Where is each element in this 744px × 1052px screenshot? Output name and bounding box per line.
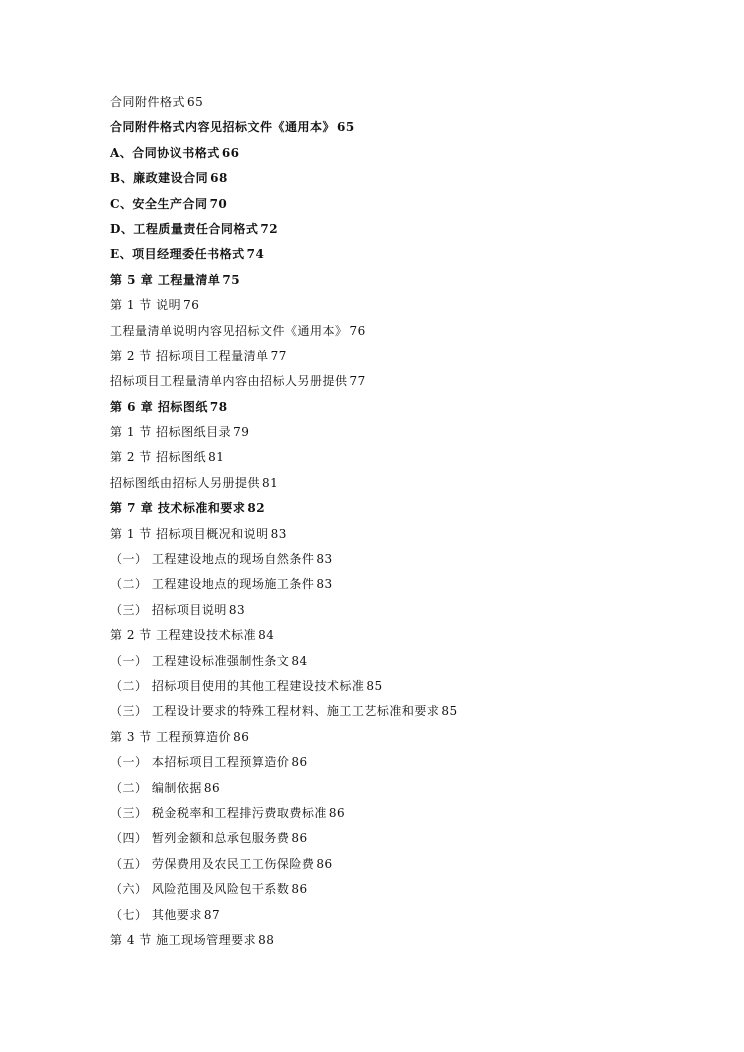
toc-entry-page-number: 82: [247, 501, 266, 516]
toc-entry-title: （三） 招标项目说明: [110, 602, 227, 617]
toc-entry[interactable]: [110, 473, 710, 498]
toc-entry-title: 第 2 节 招标项目工程量清单: [110, 348, 269, 363]
toc-entry[interactable]: [110, 447, 710, 472]
toc-entry-title: 合同附件格式内容见招标文件《通用本》: [110, 120, 336, 135]
toc-entry[interactable]: [110, 879, 710, 904]
toc-entry[interactable]: [110, 803, 710, 828]
toc-entry-title: （二） 编制依据: [110, 780, 202, 795]
toc-entry-title: 合同附件格式: [110, 95, 186, 109]
toc-entry-page-number: 86: [291, 882, 308, 897]
toc-entry-title: 第 2 节 招标图纸: [110, 450, 207, 465]
toc-entry-title: 招标项目工程量清单内容由招标人另册提供: [110, 374, 348, 389]
toc-entry-page-number: 84: [291, 653, 308, 668]
toc-entry-page-number: 77: [270, 348, 287, 363]
toc-entry-title: 第 4 节 施工现场管理要求: [110, 932, 257, 947]
toc-entry[interactable]: [110, 219, 710, 244]
toc-entry-page-number: 86: [233, 729, 250, 744]
toc-entry-page-number: 84: [258, 628, 275, 643]
toc-entry-title: 第 2 节 工程建设技术标准: [110, 628, 257, 643]
toc-entry[interactable]: [110, 143, 710, 168]
toc-entry-page-number: 76: [183, 298, 200, 313]
toc-entry-page-number: 68: [210, 171, 228, 186]
toc-entry-page-number: 83: [270, 526, 287, 541]
toc-entry[interactable]: [110, 524, 710, 549]
toc-entry[interactable]: [110, 828, 710, 853]
toc-entry[interactable]: [110, 930, 710, 955]
toc-entry-title: （七） 其他要求: [110, 907, 202, 922]
toc-entry-page-number: 86: [291, 831, 308, 846]
toc-entry-title: （五） 劳保费用及农民工工伤保险费: [110, 856, 315, 871]
toc-entry-title: （三） 工程设计要求的特殊工程材料、施工工艺标准和要求: [110, 704, 440, 719]
toc-entry-title: E、项目经理委任书格式: [110, 247, 245, 262]
toc-entry-page-number: 83: [228, 602, 246, 617]
toc-entry-title: （三） 税金税率和工程排污费取费标准: [110, 805, 327, 820]
toc-entry[interactable]: [110, 397, 710, 422]
toc-entry[interactable]: [110, 194, 710, 219]
toc-entry[interactable]: [110, 371, 710, 396]
toc-entry-title: 第 1 节 招标图纸目录: [110, 425, 232, 440]
toc-entry-page-number: 65: [337, 120, 355, 135]
toc-entry-page-number: 72: [260, 221, 279, 236]
toc-entry-title: （四） 暂列金额和总承包服务费: [110, 831, 290, 846]
toc-entry-page-number: 83: [316, 577, 333, 592]
toc-entry-title: 第 6 章 招标图纸: [110, 399, 208, 414]
toc-entry-page-number: 85: [366, 678, 383, 693]
toc-entry-page-number: 77: [349, 374, 366, 389]
toc-entry-page-number: 76: [349, 323, 366, 338]
toc-entry-page-number: 65: [187, 95, 204, 109]
toc-entry-page-number: 81: [262, 475, 279, 490]
toc-entry-title: 第 5 章 工程量清单: [110, 272, 221, 287]
toc-entry[interactable]: [110, 422, 710, 447]
toc-entry-page-number: 74: [246, 247, 265, 262]
toc-entry-page-number: 66: [221, 145, 240, 160]
toc-entry-title: A、合同协议书格式: [110, 145, 220, 160]
toc-entry[interactable]: [110, 625, 710, 650]
toc-entry[interactable]: [110, 701, 710, 726]
toc-entry[interactable]: [110, 244, 710, 269]
toc-entry-title: （六） 风险范围及风险包干系数: [110, 882, 290, 897]
toc-entry-title: 第 1 节 招标项目概况和说明: [110, 526, 269, 541]
toc-entry-title: 招标图纸由招标人另册提供: [110, 475, 261, 490]
toc-entry-title: （一） 工程建设标准强制性条文: [110, 653, 290, 668]
table-of-contents: [110, 92, 710, 955]
toc-entry-title: 第 1 节 说明: [110, 298, 182, 313]
toc-entry-page-number: 86: [316, 856, 333, 871]
toc-entry[interactable]: [110, 854, 710, 879]
toc-entry[interactable]: [110, 270, 710, 295]
toc-entry[interactable]: [110, 727, 710, 752]
toc-entry[interactable]: [110, 651, 710, 676]
toc-entry-page-number: 75: [222, 272, 241, 287]
toc-entry-title: 工程量清单说明内容见招标文件《通用本》: [110, 323, 348, 338]
toc-entry-title: （二） 招标项目使用的其他工程建设技术标准: [110, 678, 365, 693]
toc-entry[interactable]: [110, 752, 710, 777]
toc-entry[interactable]: [110, 676, 710, 701]
toc-entry-title: C、安全生产合同: [110, 196, 208, 211]
toc-entry[interactable]: [110, 498, 710, 523]
toc-entry[interactable]: [110, 574, 710, 599]
toc-entry[interactable]: [110, 905, 710, 930]
toc-entry-page-number: 87: [203, 907, 221, 922]
toc-entry-title: （二） 工程建设地点的现场施工条件: [110, 577, 315, 592]
toc-entry[interactable]: [110, 600, 710, 625]
toc-entry-page-number: 83: [316, 552, 333, 567]
toc-entry-page-number: 70: [209, 196, 228, 211]
toc-entry-title: 第 7 章 技术标准和要求: [110, 501, 246, 516]
toc-entry[interactable]: [110, 295, 710, 320]
toc-entry-page-number: 86: [203, 780, 221, 795]
toc-entry-title: D、工程质量责任合同格式: [110, 221, 259, 236]
toc-entry[interactable]: [110, 117, 710, 142]
toc-entry[interactable]: [110, 778, 710, 803]
toc-entry-title: 第 3 节 工程预算造价: [110, 729, 232, 744]
toc-entry-page-number: 88: [258, 932, 275, 947]
toc-entry[interactable]: [110, 168, 710, 193]
toc-entry[interactable]: [110, 321, 710, 346]
toc-entry-title: （一） 工程建设地点的现场自然条件: [110, 552, 315, 567]
toc-entry[interactable]: [110, 92, 710, 117]
toc-entry-page-number: 81: [208, 450, 225, 465]
toc-entry-title: B、廉政建设合同: [110, 171, 209, 186]
toc-entry-page-number: 86: [328, 805, 346, 820]
toc-entry-title: （一） 本招标项目工程预算造价: [110, 755, 290, 770]
toc-entry-page-number: 85: [441, 704, 458, 719]
toc-entry-page-number: 78: [209, 399, 228, 414]
toc-entry[interactable]: [110, 346, 710, 371]
toc-entry[interactable]: [110, 549, 710, 574]
toc-entry-page-number: 79: [233, 425, 250, 440]
toc-entry-page-number: 86: [291, 755, 308, 770]
